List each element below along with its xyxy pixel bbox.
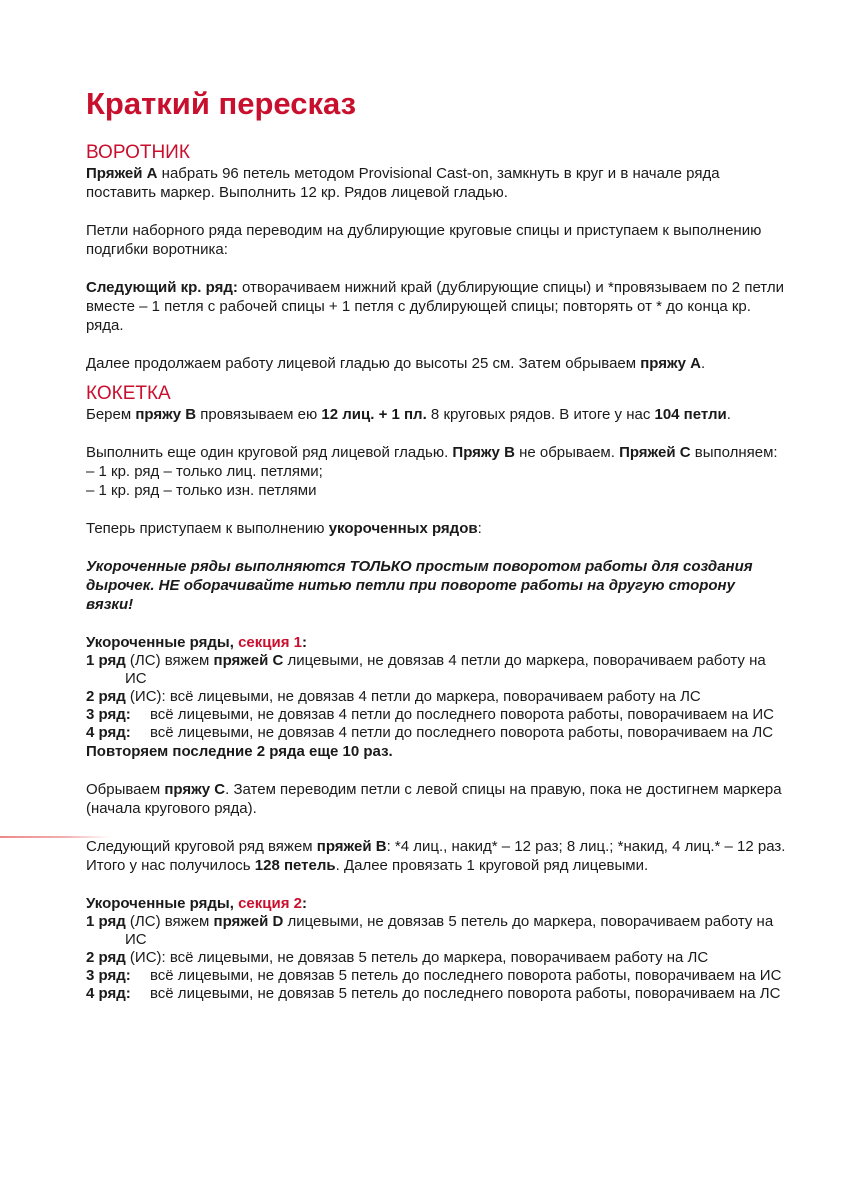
text: всё лицевыми, не довязав 5 петель до последнего поворота работы, поворачиваем на ЛС [150, 985, 781, 1002]
row-number: 3 ряд: [86, 967, 131, 984]
bold-text: : [301, 634, 307, 651]
vorotnik-paragraph-2: Петли наборного ряда переводим на дублирующие круговые спицы и приступаем к выполнению подгибки воротника: [86, 222, 762, 258]
text: Обрываем [86, 781, 165, 798]
section1-heading [86, 633, 786, 652]
bold-text: 12 лиц. + 1 пл. [321, 406, 427, 423]
text: не обрываем. [514, 444, 620, 461]
section-heading-vorotnik: ВОРОТНИК [86, 142, 190, 163]
text: лицевыми, не довязав 5 петель до маркера, поворачиваем работу на ИС [125, 913, 774, 948]
bold-text: : [301, 895, 307, 912]
section2-row-2 [86, 949, 786, 967]
text: (ЛС) вяжем [125, 652, 214, 669]
text: отворачиваем нижний край (дублирующие спицы) и *провязываем по 2 петли вместе – 1 петля с рабочей спицы + 1 петля с дублирующей спицы; повторять от * до конца кр. ряда. [86, 279, 784, 334]
section2-heading [86, 894, 786, 913]
bold-text: пряжей D [213, 913, 284, 930]
bold-text: Пряжей А [86, 165, 158, 182]
text: . Далее провязать 1 круговой ряд лицевыми. [335, 857, 649, 874]
bold-text: пряжу В [135, 406, 197, 423]
bold-text: пряжей С [213, 652, 284, 669]
bold-text: Пряжу В [452, 444, 515, 461]
section2-row-1 [86, 913, 786, 949]
koketka-paragraph-4 [86, 780, 786, 818]
section-koketka [86, 383, 786, 1003]
koketka-paragraph-2 [86, 443, 786, 462]
vorotnik-paragraph-3 [86, 278, 786, 335]
section2-row-3 [86, 967, 786, 985]
text: всё лицевыми, не довязав 5 петель до последнего поворота работы, поворачиваем на ИС [150, 967, 782, 984]
section2-number: секция 2 [238, 895, 302, 912]
vorotnik-paragraph-4 [86, 354, 786, 373]
koketka-paragraph-3 [86, 519, 786, 538]
bold-text: 128 петель [254, 857, 336, 874]
text: всё лицевыми, не довязав 4 петли до последнего поворота работы, поворачиваем на ЛС [150, 724, 774, 741]
section1-row-3 [86, 706, 786, 724]
text: Берем [86, 406, 136, 423]
section1-row-2 [86, 688, 786, 706]
bold-text: Следующий кр. ряд: [86, 279, 238, 296]
text: 8 круговых рядов. В итоге у нас [426, 406, 655, 423]
row-number: 2 ряд [86, 949, 126, 966]
page-title: Краткий пересказ [86, 86, 357, 121]
text: набрать 96 петель методом Provisional Cast-on, замкнуть в круг и в начале ряда поставить маркер. Выполнить 12 кр. Рядов лицевой гладью. [86, 165, 720, 201]
section-vorotnik [86, 142, 786, 373]
bold-text: Укороченные ряды, [86, 895, 239, 912]
text: Выполнить еще один круговой ряд лицевой гладью. [86, 444, 453, 461]
koketka-paragraph-5 [86, 837, 786, 875]
section1-row-4 [86, 724, 786, 742]
section1-rows [86, 652, 786, 761]
section1-row-1 [86, 652, 786, 688]
bold-text: 104 петли [654, 406, 727, 423]
text: Далее продолжаем работу лицевой гладью до высоты 25 см. Затем обрываем [86, 355, 641, 372]
bold-text: Укороченные ряды, [86, 634, 239, 651]
bold-text: Повторяем последние 2 ряда еще 10 раз. [86, 743, 393, 760]
text: Следующий круговой ряд вяжем [86, 838, 317, 855]
row-number: 4 ряд: [86, 724, 131, 741]
koketka-paragraph-1 [86, 405, 786, 424]
section1-repeat [86, 742, 786, 761]
row-number: 3 ряд: [86, 706, 131, 723]
section1-number: секция 1 [238, 634, 302, 651]
text: провязываем ею [196, 406, 322, 423]
text: : *4 лиц., накид* – 12 раз; 8 лиц.; *накид, 4 лиц.* – 12 раз. Итого у нас получилось [86, 838, 786, 874]
vorotnik-paragraph-1 [86, 164, 786, 202]
text: . [726, 406, 731, 423]
section2-rows [86, 913, 786, 1003]
text: (ИС): всё лицевыми, не довязав 5 петель до маркера, поворачиваем работу на ЛС [125, 949, 709, 966]
text: всё лицевыми, не довязав 4 петли до последнего поворота работы, поворачиваем на ИС [150, 706, 774, 723]
bold-text: Пряжей С [619, 444, 691, 461]
text: Теперь приступаем к выполнению [86, 520, 329, 537]
section2-row-4 [86, 985, 786, 1003]
text: (ИС): всё лицевыми, не довязав 4 петли до маркера, поворачиваем работу на ЛС [125, 688, 701, 705]
bold-text: пряжей В [316, 838, 387, 855]
koketka-note: Укороченные ряды выполняются ТОЛЬКО простым поворотом работы для создания дырочек. НЕ оборачивайте нитью петли при повороте работы на другую сторону вязки! [86, 558, 753, 613]
koketka-list-line-2: – 1 кр. ряд – только изн. петлями [86, 482, 317, 499]
row-number: 1 ряд [86, 652, 126, 669]
text: . Затем переводим петли с левой спицы на правую, пока не достигнем маркера (начала кругового ряда). [86, 781, 782, 817]
koketka-list-line-1: – 1 кр. ряд – только лиц. петлями; [86, 463, 323, 480]
bold-text: пряжу А [640, 355, 701, 372]
text: : [477, 520, 482, 537]
text: лицевыми, не довязав 4 петли до маркера, поворачиваем работу на ИС [125, 652, 766, 687]
section-heading-koketka: КОКЕТКА [86, 383, 171, 404]
row-number: 2 ряд [86, 688, 126, 705]
bold-text: пряжу С [164, 781, 226, 798]
row-number: 1 ряд [86, 913, 126, 930]
text: выполняем: [690, 444, 778, 461]
text: . [701, 355, 706, 372]
text: (ЛС) вяжем [125, 913, 214, 930]
bold-text: укороченных рядов [328, 520, 478, 537]
document-page [86, 84, 786, 1003]
row-number: 4 ряд: [86, 985, 131, 1002]
